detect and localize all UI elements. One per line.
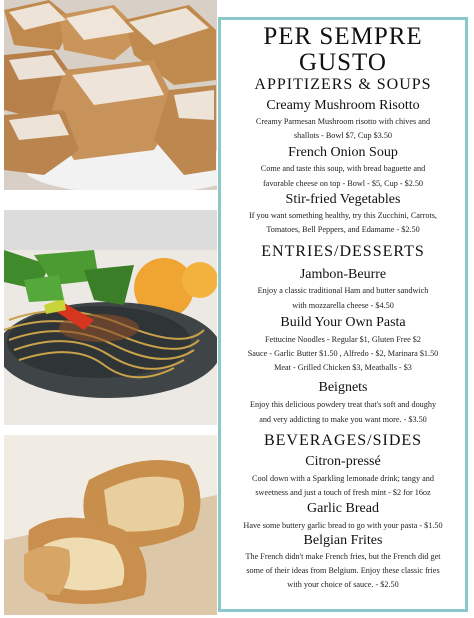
section-entries-heading: ENTRIES/DESSERTS bbox=[261, 243, 425, 260]
item-beignets-name: Beignets bbox=[318, 380, 368, 395]
item-onion-soup-desc-1: Come and taste this soup, with bread baguette and bbox=[260, 164, 426, 173]
item-garlic-bread-desc-1: Have some buttery garlic bread to go with your pasta - $1.50 bbox=[243, 521, 443, 530]
restaurant-name-line-1: PER SEMPRE bbox=[263, 23, 423, 50]
item-risotto-desc-2: shallots - Bowl $7, Cup $3.50 bbox=[293, 131, 393, 140]
item-stir-fried-name: Stir-fried Vegetables bbox=[285, 192, 401, 207]
item-beignets-desc-2: and very addicting to make you want more. - $3.50 bbox=[259, 415, 427, 424]
beignets-photo bbox=[4, 0, 217, 190]
item-jambon-name: Jambon-Beurre bbox=[299, 267, 387, 282]
section-appetizers-heading: APPITIZERS & SOUPS bbox=[254, 76, 432, 93]
item-onion-soup-desc-2: favorable cheese on top - Bowl - $5, Cup - $2.50 bbox=[262, 179, 424, 188]
item-jambon-desc-2: with mozzarella cheese - $4.50 bbox=[292, 301, 394, 310]
item-fries-desc-1: The French didn't make French fries, but the French did get bbox=[245, 552, 441, 561]
item-pasta-desc-1: Fettucine Noodles - Regular $1, Gluten Free $2 bbox=[265, 335, 421, 344]
item-fries-name: Belgian Frites bbox=[303, 533, 383, 548]
item-pasta-desc-3: Meat - Grilled Chicken $3, Meatballs - $3 bbox=[274, 363, 412, 372]
item-citron-name: Citron-pressé bbox=[305, 454, 381, 469]
item-risotto-name: Creamy Mushroom Risotto bbox=[266, 98, 420, 113]
item-onion-soup-name: French Onion Soup bbox=[288, 145, 398, 160]
item-stir-fried-desc-1: If you want something healthy, try this Zucchini, Carrots, bbox=[249, 211, 437, 220]
pasta-photo bbox=[4, 210, 217, 425]
item-garlic-bread-name: Garlic Bread bbox=[307, 501, 379, 516]
item-beignets-desc-1: Enjoy this delicious powdery treat that's soft and doughy bbox=[249, 400, 437, 409]
item-citron-desc-1: Cool down with a Sparkling lemonade drink; tangy and bbox=[252, 474, 434, 483]
item-citron-desc-2: sweetness and just a touch of fresh mint - $2 for 16oz bbox=[255, 488, 431, 497]
item-risotto-desc-1: Creamy Parmesan Mushroom risotto with chives and bbox=[255, 117, 431, 126]
item-jambon-desc-1: Enjoy a classic traditional Ham and butter sandwich bbox=[257, 286, 429, 295]
bread-photo bbox=[4, 435, 217, 615]
section-beverages-heading: BEVERAGES/SIDES bbox=[263, 432, 423, 449]
item-fries-desc-2: some of their ideas from Belgium. Enjoy these classic fries bbox=[246, 566, 440, 575]
menu-card bbox=[218, 17, 468, 612]
item-fries-desc-3: with your choice of sauce. - $2.50 bbox=[287, 580, 399, 589]
item-pasta-name: Build Your Own Pasta bbox=[280, 315, 406, 330]
restaurant-name-line-2: GUSTO bbox=[299, 49, 387, 76]
item-stir-fried-desc-2: Tomatoes, Bell Peppers, and Edamame - $2.50 bbox=[266, 225, 420, 234]
item-pasta-desc-2: Sauce - Garlic Butter $1.50 , Alfredo - $2, Marinara $1.50 bbox=[247, 349, 439, 358]
